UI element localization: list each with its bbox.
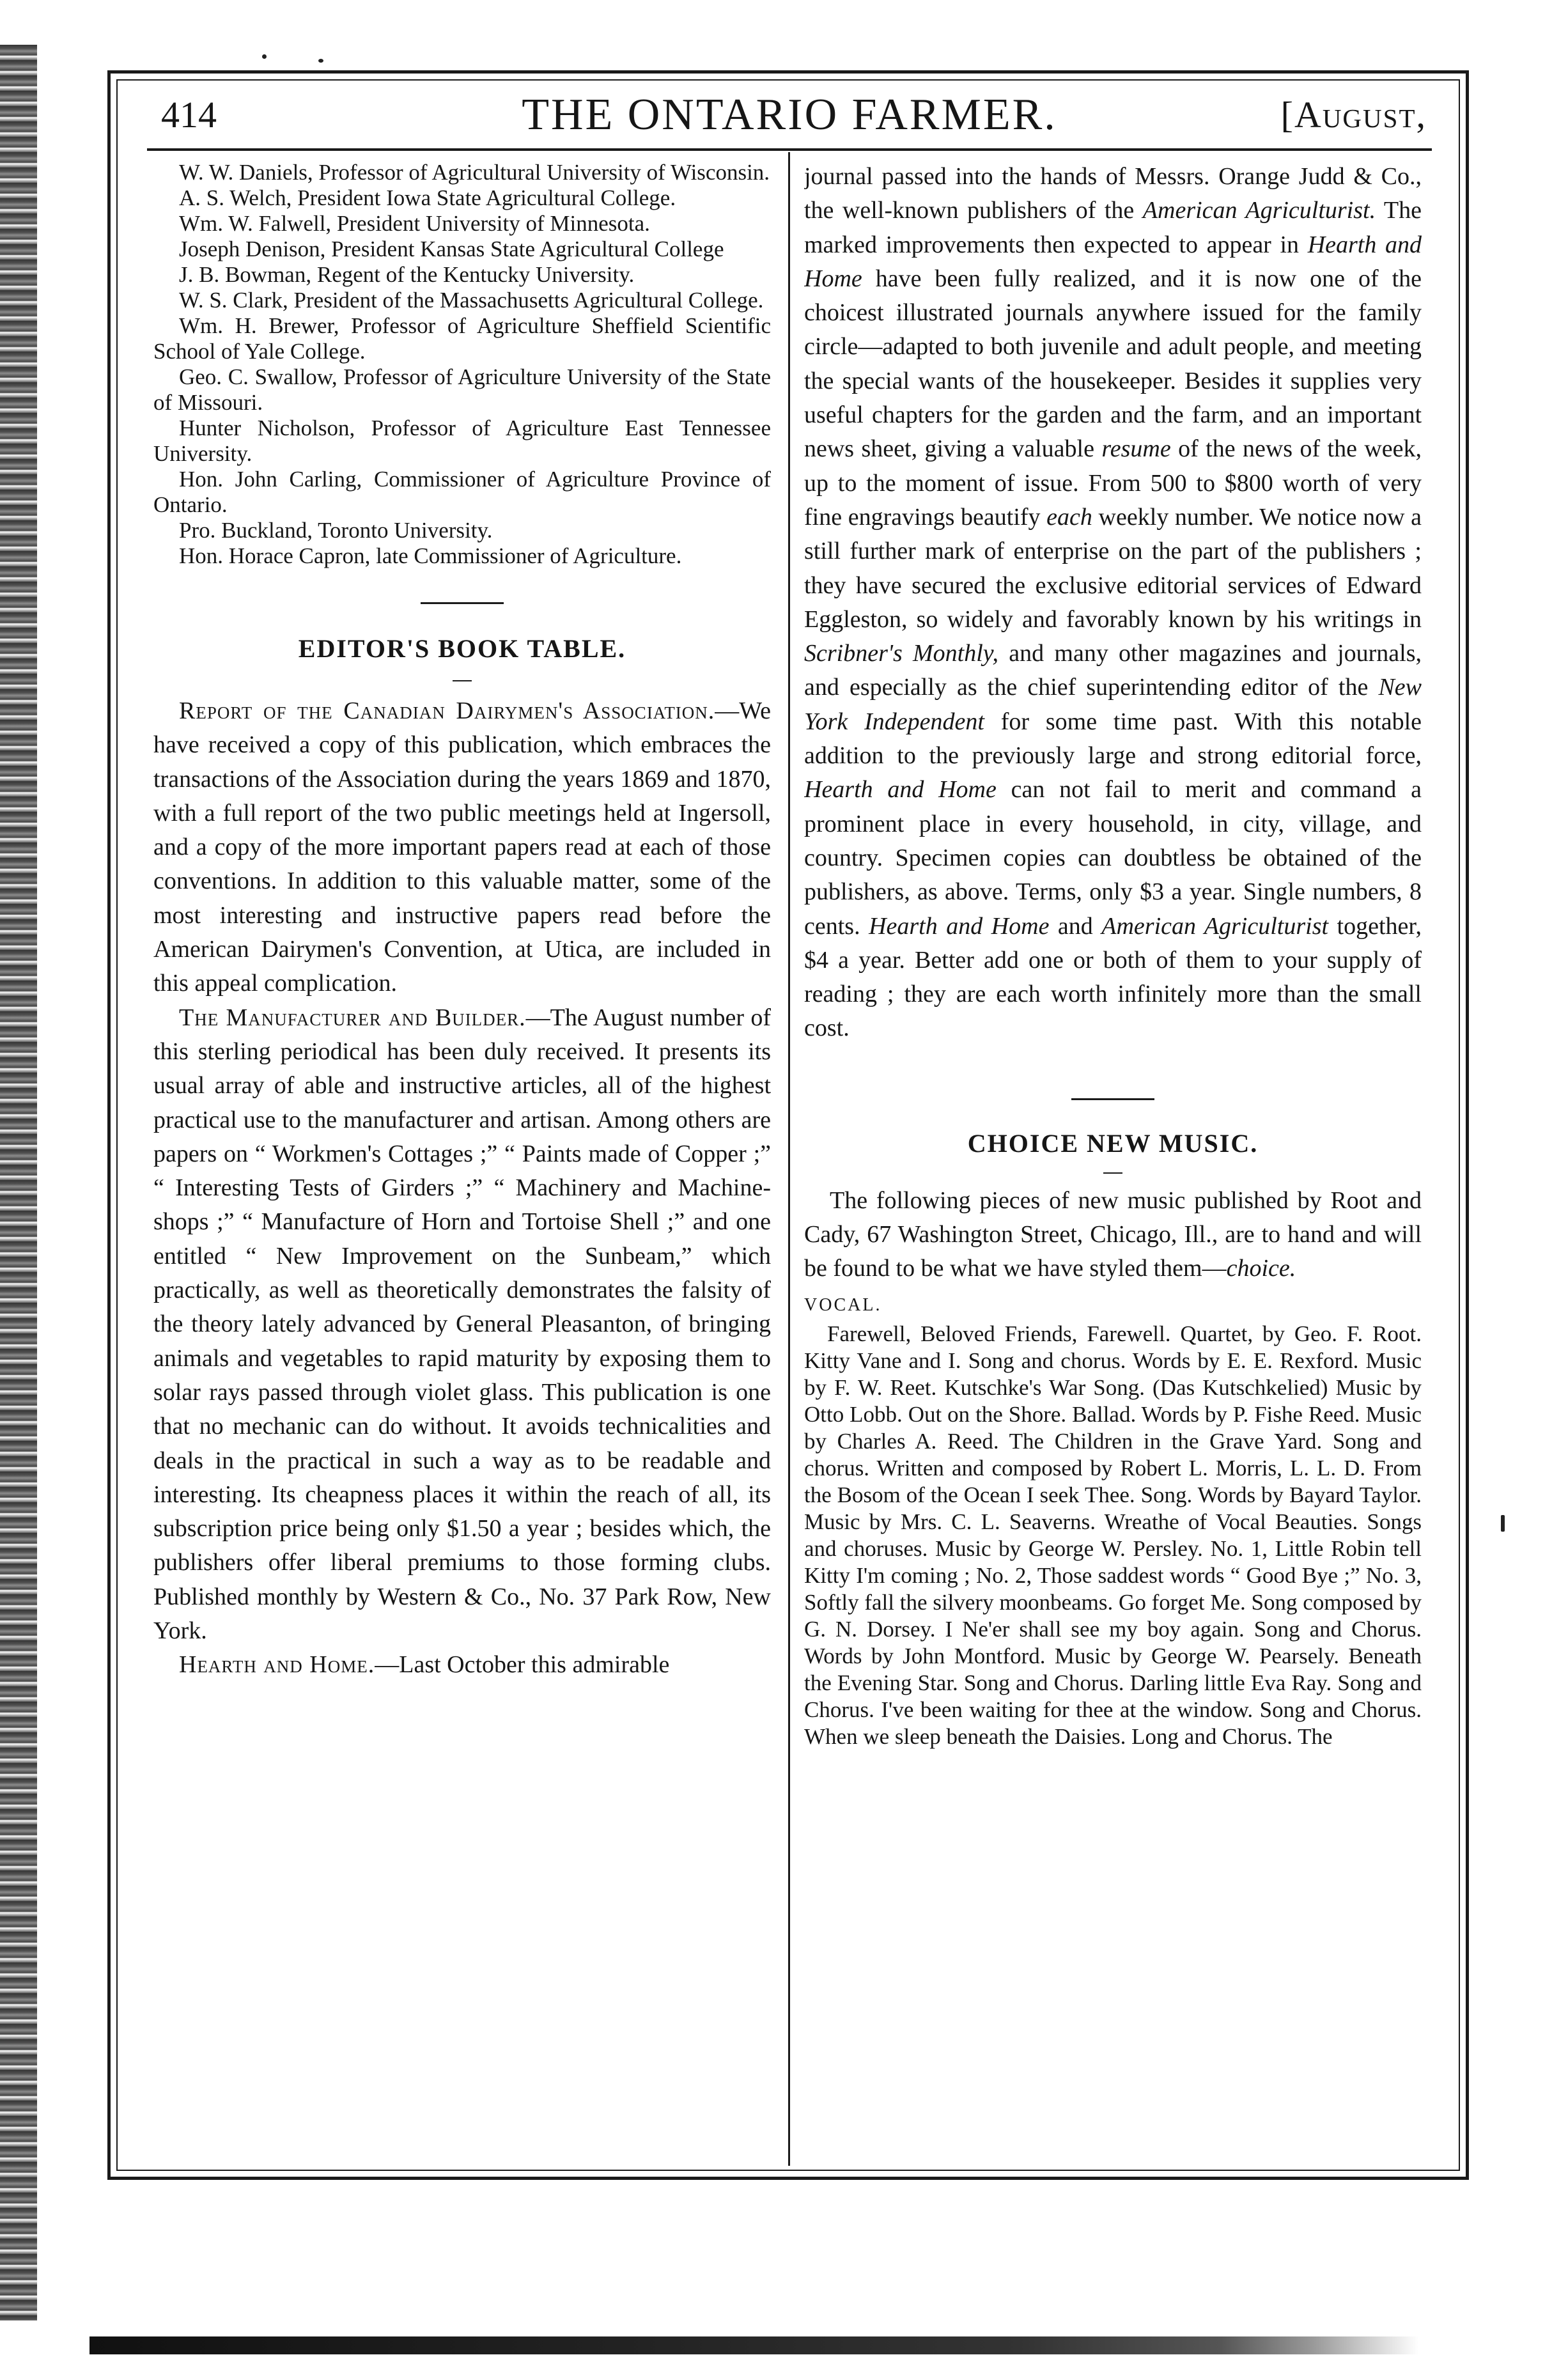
hearth-home-continued xyxy=(804,160,1422,1046)
header-rule xyxy=(147,148,1432,151)
article-body: —The August number of this sterling periodical has been duly received. It presents its usual array of able and instructive articles, all of the highest practical use to the manufacturer and artisan. Among others are papers on “ Workmen's Cottages ;” “ Paints made of Copper ;” “ Interesting Tests of Girders ;” “ Machinery and Machine-shops ;” “ Manufacture of Horn and Tortoise Shell ;” and one entitled “ New Improvement on the Sunbeam,” which practically, as well as theoretically demonstrates the falsity of the theory lately advanced by General Pleasanton, of bringing animals and vegetables to rapid maturity by exposing them to solar rays passed through violet glass. This publication is one that no mechanic can do without. It avoids technicalities and deals in the practical in such a way as to be readable and interesting. Its cheapness places it within the reach of all, its subscription price being only $1.50 a year ; besides which, the publishers offer liberal premiums to those forming clubs. Published monthly by Western & Co., No. 37 Park Row, New York. xyxy=(153,1004,771,1645)
credit-line: Wm. W. Falwell, President University of Minnesota. xyxy=(179,211,650,236)
credit-line: Hon. Horace Capron, late Commissioner of Agriculture. xyxy=(179,543,682,568)
column-divider xyxy=(788,152,790,2166)
credit-line: Joseph Denison, President Kansas State Agricultural College xyxy=(179,237,724,261)
article-dairymen xyxy=(153,694,771,1001)
credit-line: A. S. Welch, President Iowa State Agricultural College. xyxy=(179,185,676,210)
credit-line: W. W. Daniels, Professor of Agricultural University of Wisconsin. xyxy=(179,160,770,185)
right-column xyxy=(804,160,1422,2154)
credit-line: Geo. C. Swallow, Professor of Agriculture University of the State of Missouri. xyxy=(153,364,771,415)
credit-line: Hon. John Carling, Commissioner of Agriculture Province of Ontario. xyxy=(153,467,771,517)
page-number: 414 xyxy=(161,94,217,136)
article-lead: Hearth and Home. xyxy=(179,1651,375,1679)
left-column xyxy=(153,160,771,2154)
article-continuation: journal passed into the hands of Messrs. Orange Judd & Co., the well-known publishers of the American Agriculturist. The marked improvements then expected to appear in Hearth and Home have been fully realized, and it is now one of the choicest illustrated journals anywhere issued for the family circle—adapted to both juvenile and adult people, and meeting the special wants of the housekeeper. Besides it supplies very useful chapters for the garden and the farm, and an important news sheet, giving a valuable resume of the news of the week, up to the moment of issue. From 500 to $800 worth of very fine engravings beautify each weekly number. We notice now a still further mark of enterprise on the part of the publishers ; they have secured the exclusive editorial services of Edward Eggleston, so widely and favorably known by his writings in Scribner's Monthly, and many other magazines and journals, and especially as the chief superintending editor of the New York Independent for some time past. With this notable addition to the previously large and strong editorial force, Hearth and Home can not fail to merit and command a prominent place in every household, in city, village, and country. Specimen copies can doubtless be obtained of the publishers, as above. Terms, only $3 a year. Single numbers, 8 cents. Hearth and Home and American Agriculturist together, $4 a year. Better add one or both of them to your supply of reading ; they are each worth infinitely more than the small cost. xyxy=(804,163,1422,1042)
section-heading-music: CHOICE NEW MUSIC. xyxy=(967,1128,1259,1158)
article-lead: Report of the Canadian Dairymen's Association. xyxy=(179,697,715,724)
credit-line: Wm. H. Brewer, Professor of Agriculture Sheffield Scientific School of Yale College. xyxy=(153,313,771,364)
credit-line: Hunter Nicholson, Professor of Agriculture East Tennessee University. xyxy=(153,416,771,466)
article-body: —We have received a copy of this publication, which embraces the transactions of the Association during the years 1869 and 1870, with a full report of the two public meetings held at Ingersoll, and a copy of the more important papers read at each of those conventions. In addition to this valuable matter, some of the most interesting and instructive papers read before the American Dairymen's Convention, at Utica, are included in this appeal complication. xyxy=(153,697,771,997)
scan-speck xyxy=(262,54,267,59)
credit-line: J. B. Bowman, Regent of the Kentucky University. xyxy=(179,262,635,287)
book-table-articles xyxy=(153,694,771,1683)
article-body: —Last October this admirable xyxy=(375,1651,670,1679)
music-intro-block xyxy=(804,1184,1422,1286)
credit-line: W. S. Clark, President of the Massachusetts Agricultural College. xyxy=(179,288,764,313)
vocal-list xyxy=(804,1321,1422,1750)
scan-speck xyxy=(1501,1515,1505,1532)
article-manufacturer xyxy=(153,1001,771,1649)
page-title: THE ONTARIO FARMER. xyxy=(522,90,1057,139)
vocal-label: VOCAL. xyxy=(804,1294,882,1315)
scan-bottom-band xyxy=(89,2336,1419,2354)
scan-speck xyxy=(318,59,323,63)
vocal-listing: Farewell, Beloved Friends, Farewell. Quartet, by Geo. F. Root. Kitty Vane and I. Song and chorus. Words by E. E. Rexford. Music by F. W. Reet. Kutschke's War Song. (Das Kutschkelied) Music by Otto Lobb. Out on the Shore. Ballad. Words by P. Fishe Reed. Music by Charles A. Reed. The Children in the Grave Yard. Song and chorus. Written and composed by Robert L. Morris, L. L. D. From the Bosom of the Ocean I seek Thee. Song. Words by Bayard Taylor. Music by Mrs. C. L. Seaverns. Wreathe of Vocal Beauties. Songs and choruses. Music by George W. Persley. No. 1, Little Robin tell Kitty I'm coming ; No. 2, Those saddest words “ Good Bye ;” No. 3, Softly fall the silvery moonbeams. Go forget Me. Song composed by G. N. Dorsey. I Ne'er shall see my boy again. Song and Chorus. Words by John Montford. Music by George W. Pearsely. Beneath the Evening Star. Song and Chorus. Darling little Eva Ray. Song and Chorus. I've been waiting for thee at the window. Song and Chorus. When we sleep beneath the Daisies. Long and Chorus. The xyxy=(804,1321,1422,1749)
article-lead: The Manufacturer and Builder. xyxy=(179,1004,526,1031)
music-intro: The following pieces of new music published by Root and Cady, 67 Washington Street, Chicago, Ill., are to hand and will be found to be what we have styled them—choice. xyxy=(804,1186,1422,1282)
binding-edge xyxy=(0,45,37,2320)
credit-line: Pro. Buckland, Toronto University. xyxy=(179,518,493,543)
page-month: [August, xyxy=(1280,94,1427,136)
article-hearth-home xyxy=(153,1648,771,1682)
section-heading-book-table: EDITOR'S BOOK TABLE. xyxy=(298,634,626,663)
page-header xyxy=(147,89,1432,141)
credits-list xyxy=(153,160,771,569)
